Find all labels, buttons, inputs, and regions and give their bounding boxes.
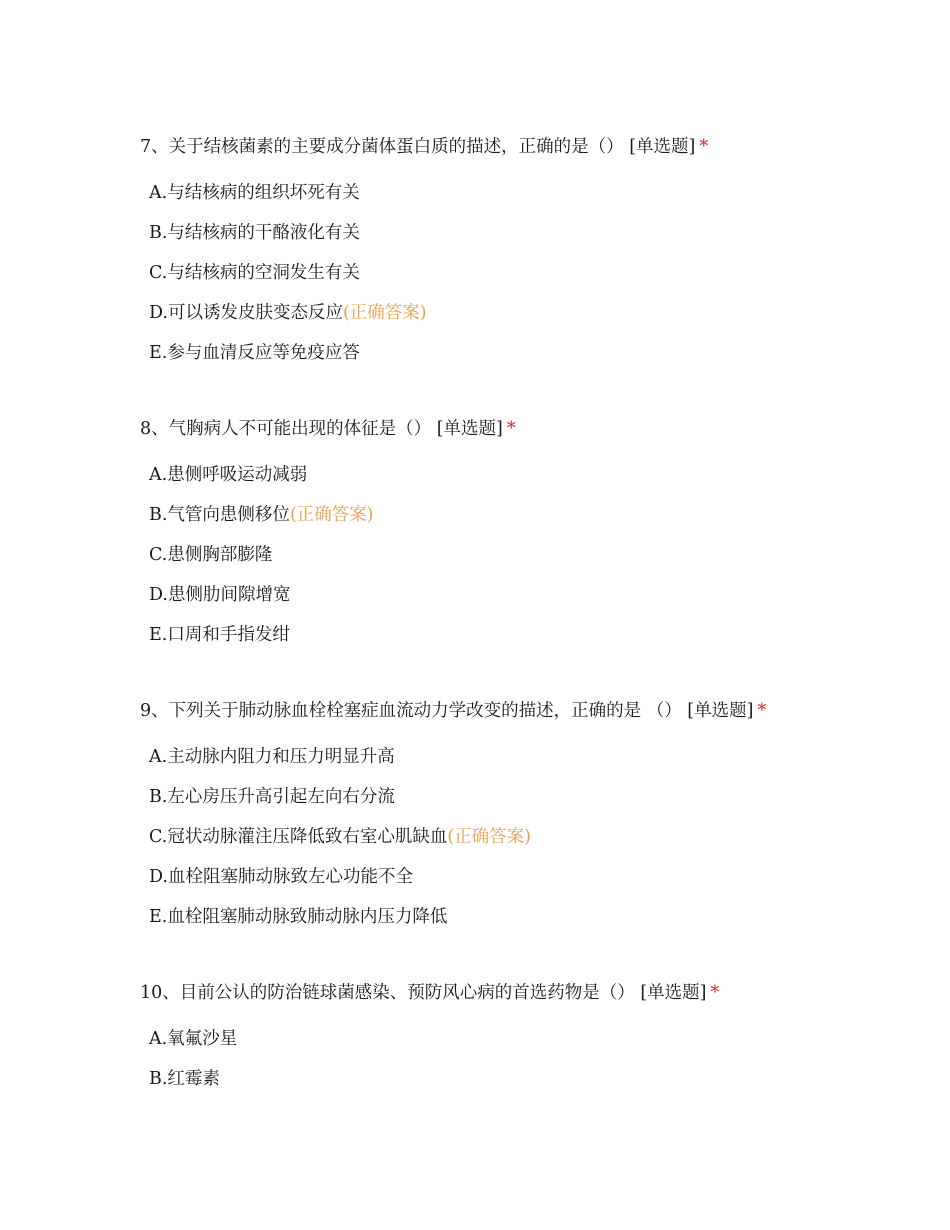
option-label: A.与结核病的组织坏死有关: [149, 183, 360, 203]
question-text: 关于结核菌素的主要成分菌体蛋白质的描述，正确的是（）: [168, 137, 624, 157]
option-c[interactable]: [149, 825, 920, 849]
question-7: [140, 135, 920, 381]
option-d[interactable]: [149, 301, 920, 325]
option-list: [149, 463, 920, 647]
option-label: C.患侧胸部膨隆: [149, 545, 273, 565]
question-type: [单选题]: [629, 137, 696, 157]
question-type: [单选题]: [436, 419, 503, 439]
question-title: [140, 699, 920, 723]
question-number: 7、: [140, 137, 169, 157]
question-number: 9、: [140, 701, 169, 721]
correct-answer-mark: (正确答案): [342, 303, 427, 323]
option-label: D.可以诱发皮肤变态反应: [149, 303, 343, 323]
question-text: 气胸病人不可能出现的体征是（）: [168, 419, 432, 439]
option-b[interactable]: [149, 503, 920, 527]
option-a[interactable]: [149, 181, 920, 205]
option-d[interactable]: [149, 583, 920, 607]
option-a[interactable]: [149, 463, 920, 487]
required-mark: *: [757, 701, 767, 721]
option-list: [149, 181, 920, 365]
option-list: [149, 1027, 920, 1091]
option-label: C.冠状动脉灌注压降低致右室心肌缺血: [149, 827, 448, 847]
required-mark: *: [699, 137, 709, 157]
option-label: B.与结核病的干酪液化有关: [149, 223, 360, 243]
option-d[interactable]: [149, 865, 920, 889]
option-label: B.左心房压升高引起左向右分流: [149, 787, 395, 807]
option-label: E.口周和手指发绀: [149, 625, 290, 645]
option-c[interactable]: [149, 261, 920, 285]
required-mark: *: [710, 983, 720, 1003]
question-9: [140, 699, 920, 945]
option-b[interactable]: [149, 785, 920, 809]
question-type: [单选题]: [640, 983, 707, 1003]
option-a[interactable]: [149, 745, 920, 769]
option-e[interactable]: [149, 905, 920, 929]
question-text: 目前公认的防治链球菌感染、预防风心病的首选药物是（）: [179, 983, 635, 1003]
question-title: [140, 135, 920, 159]
option-label: D.患侧肋间隙增宽: [149, 585, 291, 605]
option-b[interactable]: [149, 1067, 920, 1091]
question-title: [140, 981, 920, 1005]
required-mark: *: [506, 419, 516, 439]
question-title: [140, 417, 920, 441]
option-label: E.参与血清反应等免疫应答: [149, 343, 360, 363]
option-label: D.血栓阻塞肺动脉致左心功能不全: [149, 867, 413, 887]
option-list: [149, 745, 920, 929]
option-label: A.氧氟沙星: [149, 1029, 238, 1049]
option-e[interactable]: [149, 623, 920, 647]
option-b[interactable]: [149, 221, 920, 245]
correct-answer-mark: (正确答案): [447, 827, 531, 847]
correct-answer-mark: (正确答案): [289, 505, 374, 525]
question-text: 下列关于肺动脉血栓栓塞症血流动力学改变的描述，正确的是 （）: [168, 701, 682, 721]
option-label: B.气管向患侧移位: [149, 505, 290, 525]
question-type: [单选题]: [687, 701, 754, 721]
question-number: 10、: [140, 983, 180, 1003]
question-10: [140, 981, 920, 1107]
option-label: E.血栓阻塞肺动脉致肺动脉内压力降低: [149, 907, 448, 927]
option-label: C.与结核病的空洞发生有关: [149, 263, 360, 283]
option-c[interactable]: [149, 543, 920, 567]
option-label: B.红霉素: [149, 1069, 220, 1089]
option-label: A.患侧呼吸运动减弱: [149, 465, 308, 485]
option-label: A.主动脉内阻力和压力明显升高: [149, 747, 395, 767]
option-a[interactable]: [149, 1027, 920, 1051]
question-8: [140, 417, 920, 663]
option-e[interactable]: [149, 341, 920, 365]
question-number: 8、: [140, 419, 169, 439]
